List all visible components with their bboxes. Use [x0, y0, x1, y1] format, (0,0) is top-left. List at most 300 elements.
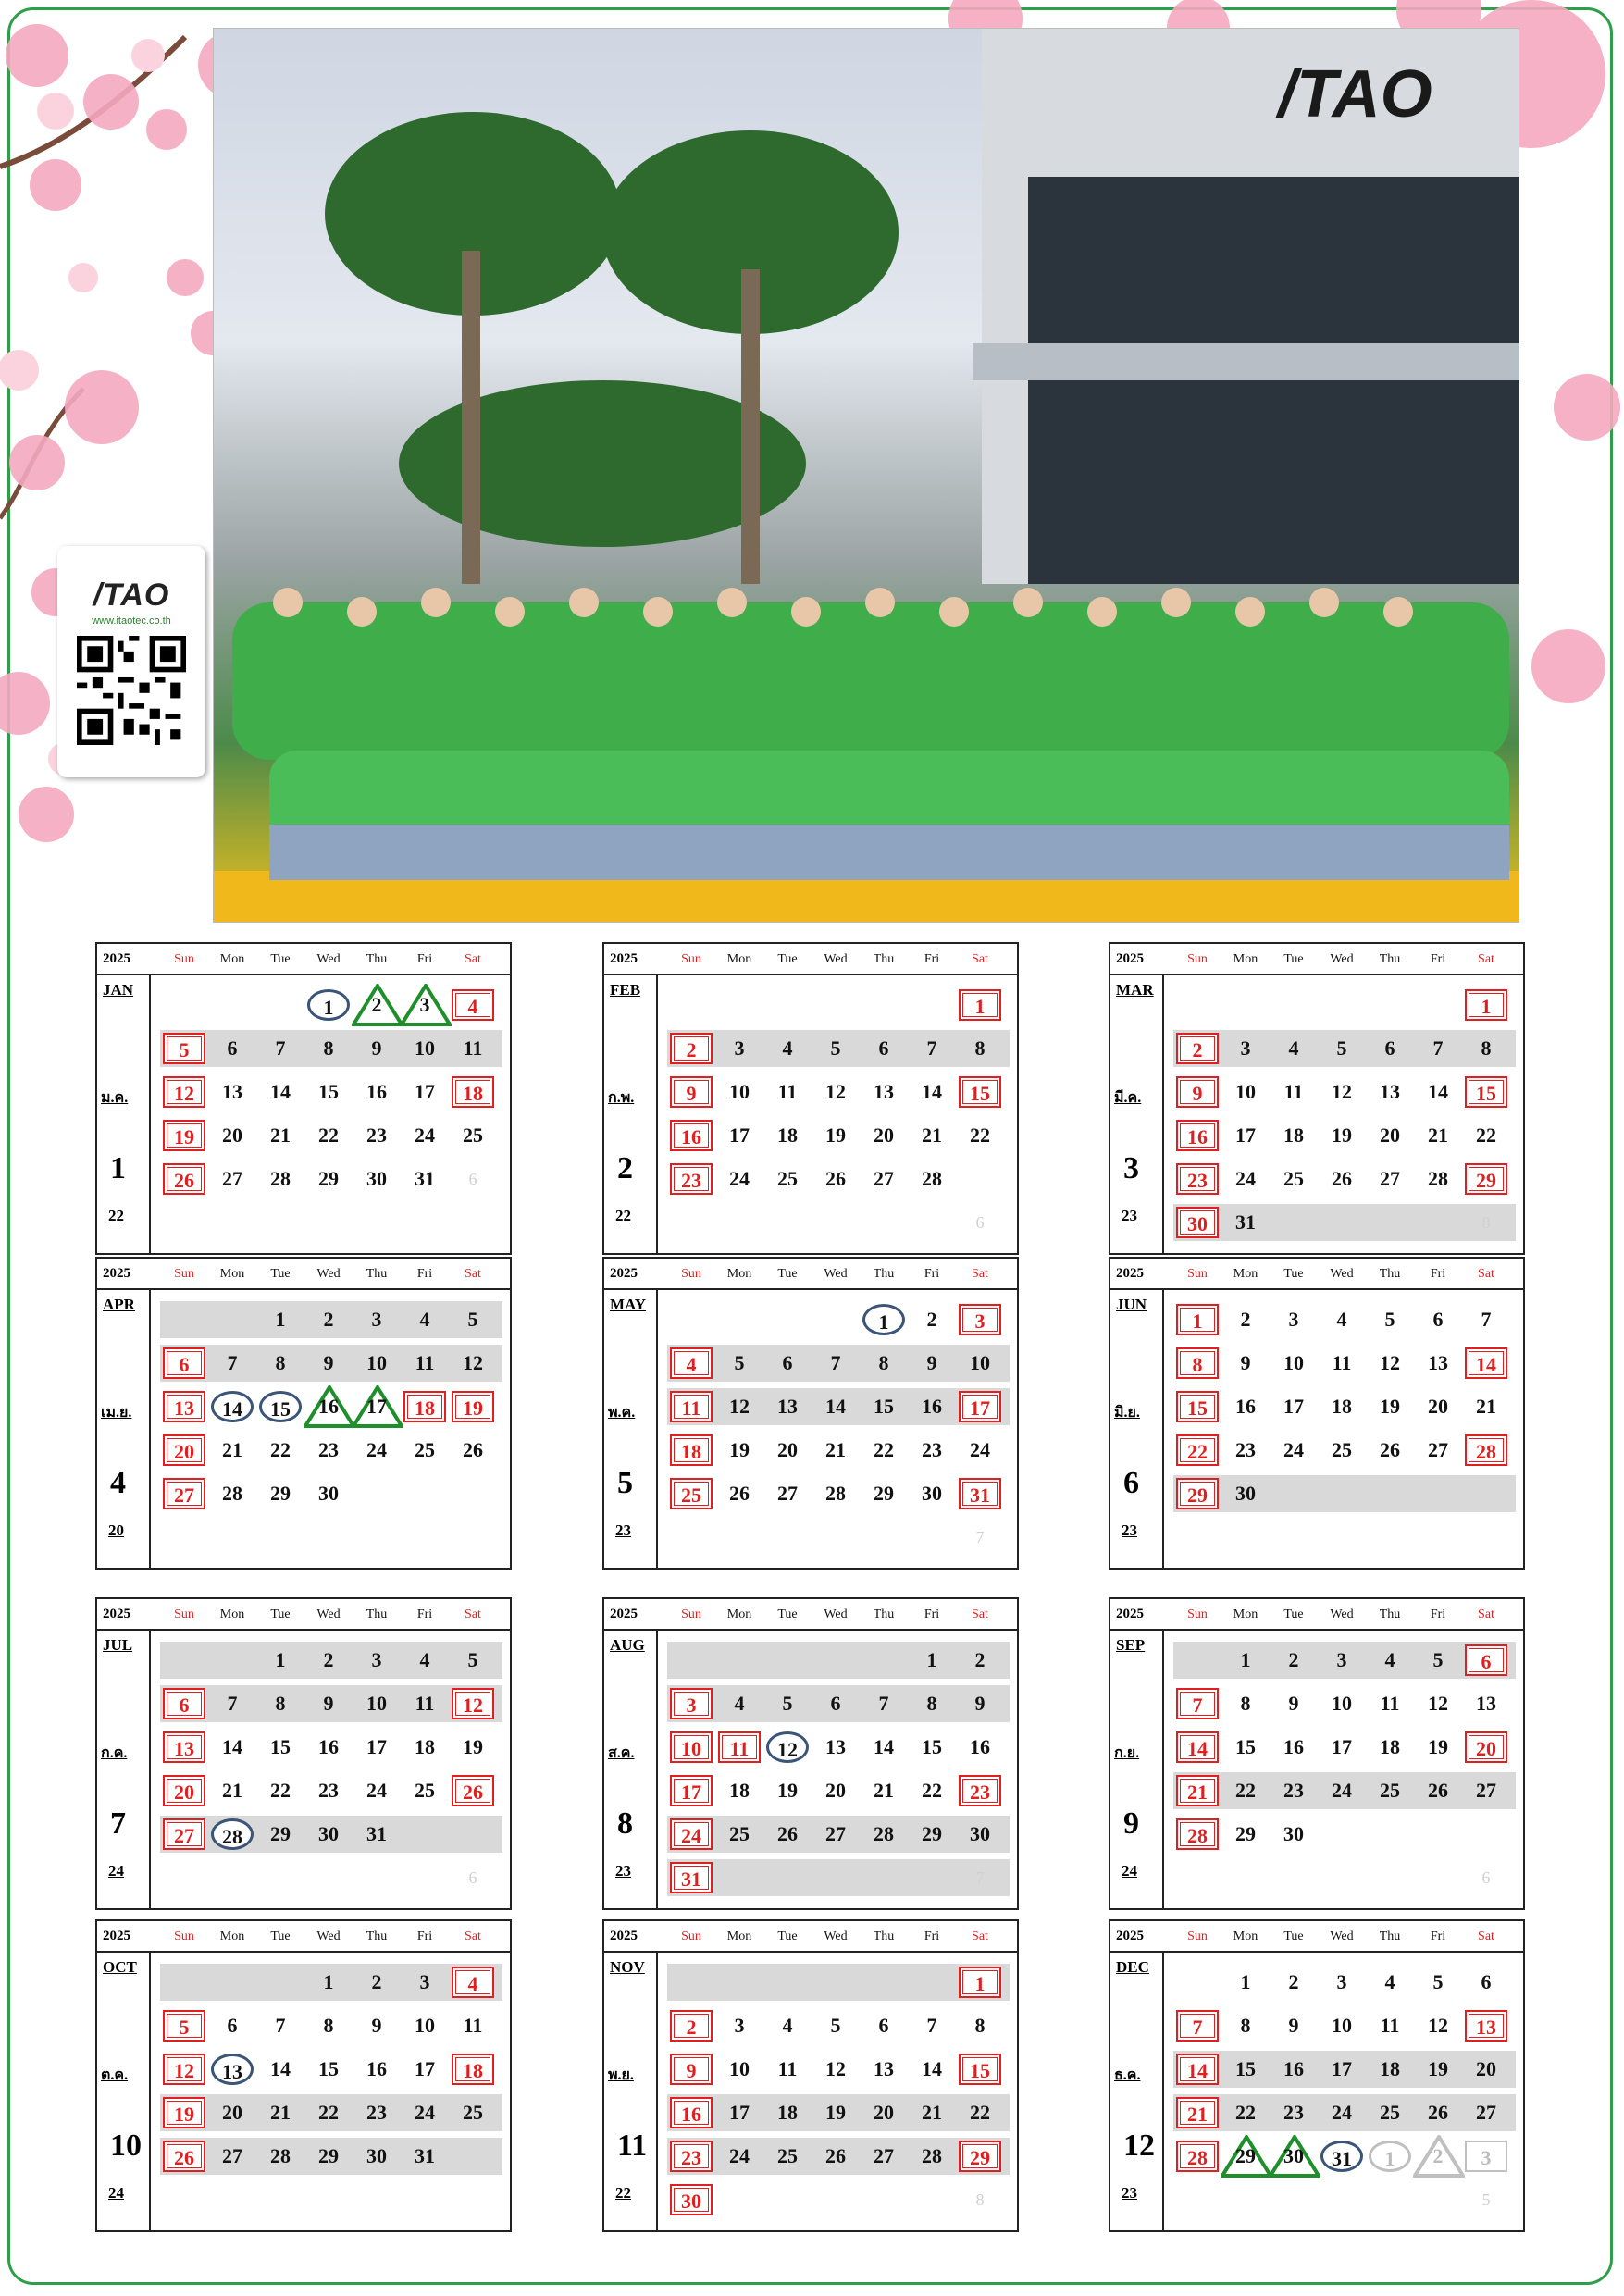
day-cell[interactable]: 20: [1465, 1731, 1507, 1763]
day-cell[interactable]: 27: [163, 1478, 205, 1509]
day-cell[interactable]: 24: [415, 1123, 435, 1147]
day-cell[interactable]: 13: [1476, 1692, 1496, 1715]
day-cell[interactable]: 12: [825, 1080, 846, 1103]
day-cell[interactable]: 16: [1176, 1120, 1219, 1151]
day-cell[interactable]: 23: [922, 1438, 942, 1461]
day-cell[interactable]: 19: [825, 1123, 846, 1147]
day-cell[interactable]: 30: [366, 2144, 387, 2167]
day-cell[interactable]: 1: [1240, 1648, 1251, 1671]
day-cell[interactable]: 3: [1240, 1036, 1251, 1060]
day-cell[interactable]: 3: [959, 1304, 1001, 1335]
day-cell[interactable]: 20: [163, 1434, 205, 1466]
day-cell[interactable]: 25: [1380, 2101, 1400, 2124]
day-cell[interactable]: 28: [270, 2144, 291, 2167]
day-cell[interactable]: 20: [825, 1779, 846, 1802]
day-cell[interactable]: 26: [1380, 1438, 1400, 1461]
day-cell[interactable]: 16: [318, 1735, 339, 1758]
day-cell[interactable]: 6: [1432, 1308, 1444, 1331]
day-cell[interactable]: 8: [1176, 1347, 1219, 1379]
day-cell[interactable]: 11: [1380, 1692, 1400, 1715]
day-cell[interactable]: 18: [729, 1779, 750, 1802]
day-cell[interactable]: 12: [163, 1076, 205, 1108]
day-cell[interactable]: 7: [227, 1692, 238, 1715]
day-cell[interactable]: 17: [1332, 1735, 1352, 1758]
day-cell[interactable]: 16: [366, 1080, 387, 1103]
day-cell[interactable]: 17: [415, 2057, 435, 2080]
day-cell[interactable]: 14: [270, 2057, 291, 2080]
day-cell[interactable]: 22: [318, 2101, 339, 2124]
day-cell[interactable]: 5: [1432, 1648, 1444, 1671]
day-cell[interactable]: 9: [323, 1692, 334, 1715]
day-cell[interactable]: 26: [452, 1775, 494, 1806]
day-cell[interactable]: 4: [419, 1648, 430, 1671]
day-cell[interactable]: 16: [307, 1391, 350, 1422]
day-cell[interactable]: 27: [222, 2144, 242, 2167]
day-cell[interactable]: 21: [922, 1123, 942, 1147]
day-cell[interactable]: 19: [1332, 1123, 1352, 1147]
day-cell[interactable]: 1: [323, 1970, 334, 1993]
day-cell[interactable]: 23: [366, 1123, 387, 1147]
day-cell[interactable]: 1: [275, 1308, 286, 1331]
day-cell[interactable]: 1: [959, 1967, 1001, 1998]
day-cell[interactable]: 7: [926, 1036, 937, 1060]
day-cell[interactable]: 24: [1332, 2101, 1352, 2124]
day-cell[interactable]: 12: [1332, 1080, 1352, 1103]
day-cell[interactable]: 18: [1380, 1735, 1400, 1758]
day-cell[interactable]: 11: [718, 1731, 761, 1763]
day-cell[interactable]: 8: [974, 2014, 986, 2037]
day-cell[interactable]: 11: [463, 1036, 483, 1060]
day-cell[interactable]: 28: [922, 1167, 942, 1190]
day-cell[interactable]: 28: [211, 1818, 254, 1850]
day-cell[interactable]: 16: [970, 1735, 990, 1758]
day-cell[interactable]: 20: [1476, 2057, 1496, 2080]
day-cell[interactable]: 5: [1432, 1970, 1444, 1993]
day-cell[interactable]: 21: [1176, 1775, 1219, 1806]
day-cell[interactable]: 21: [270, 1123, 291, 1147]
day-cell[interactable]: 22: [1476, 1123, 1496, 1147]
day-cell[interactable]: 17: [670, 1775, 713, 1806]
day-cell[interactable]: 10: [1332, 1692, 1352, 1715]
day-cell[interactable]: 9: [974, 1692, 986, 1715]
day-cell[interactable]: 18: [777, 2101, 798, 2124]
day-cell[interactable]: 14: [825, 1395, 846, 1418]
day-cell[interactable]: 6: [830, 1692, 841, 1715]
day-cell[interactable]: 5: [1384, 1308, 1395, 1331]
day-cell[interactable]: 29: [1235, 1822, 1256, 1845]
day-cell[interactable]: 26: [825, 2144, 846, 2167]
day-cell[interactable]: 18: [777, 1123, 798, 1147]
day-cell[interactable]: 13: [874, 2057, 894, 2080]
day-cell[interactable]: 17: [415, 1080, 435, 1103]
day-cell[interactable]: 3: [734, 1036, 745, 1060]
day-cell[interactable]: 26: [777, 1822, 798, 1845]
day-cell[interactable]: 23: [670, 1163, 713, 1195]
day-cell[interactable]: 1: [307, 989, 350, 1021]
day-cell[interactable]: 9: [323, 1351, 334, 1374]
day-cell[interactable]: 2: [323, 1648, 334, 1671]
day-cell[interactable]: 30: [1176, 1207, 1219, 1238]
day-cell[interactable]: 9: [670, 2054, 713, 2085]
day-cell[interactable]: 1: [275, 1648, 286, 1671]
day-cell[interactable]: 27: [1428, 1438, 1448, 1461]
day-cell[interactable]: 18: [1332, 1395, 1352, 1418]
day-cell[interactable]: 26: [1428, 2101, 1448, 2124]
day-cell[interactable]: 13: [825, 1735, 846, 1758]
day-cell[interactable]: 26: [1332, 1167, 1352, 1190]
qr-code-icon[interactable]: [77, 636, 186, 745]
company-url[interactable]: www.itaotec.co.th: [92, 615, 171, 627]
day-cell[interactable]: 5: [830, 1036, 841, 1060]
day-cell[interactable]: 8: [1481, 1036, 1492, 1060]
day-cell[interactable]: 2: [1240, 1308, 1251, 1331]
day-cell[interactable]: 9: [1240, 1351, 1251, 1374]
day-cell[interactable]: 17: [959, 1391, 1001, 1422]
day-cell[interactable]: 4: [452, 989, 494, 1021]
day-cell[interactable]: 5: [467, 1308, 478, 1331]
day-cell[interactable]: 6: [227, 1036, 238, 1060]
day-cell[interactable]: 5: [734, 1351, 745, 1374]
day-cell[interactable]: 21: [1176, 2097, 1219, 2128]
day-cell[interactable]: 17: [1235, 1123, 1256, 1147]
day-cell[interactable]: 19: [729, 1438, 750, 1461]
day-cell[interactable]: 15: [1176, 1391, 1219, 1422]
day-cell[interactable]: 27: [222, 1167, 242, 1190]
day-cell[interactable]: 29: [318, 2144, 339, 2167]
day-cell[interactable]: 8: [275, 1692, 286, 1715]
day-cell[interactable]: 6: [1384, 1036, 1395, 1060]
day-cell[interactable]: 27: [777, 1482, 798, 1505]
day-cell[interactable]: 13: [1428, 1351, 1448, 1374]
day-cell[interactable]: 16: [1235, 1395, 1256, 1418]
day-cell[interactable]: 2: [323, 1308, 334, 1331]
day-cell[interactable]: 24: [970, 1438, 990, 1461]
day-cell[interactable]: 21: [1428, 1123, 1448, 1147]
day-cell[interactable]: 8: [1240, 1692, 1251, 1715]
day-cell[interactable]: 20: [222, 1123, 242, 1147]
day-cell[interactable]: 31: [670, 1862, 713, 1893]
day-cell[interactable]: 23: [318, 1438, 339, 1461]
day-cell[interactable]: 1: [926, 1648, 937, 1671]
day-cell[interactable]: 29: [270, 1482, 291, 1505]
day-cell[interactable]: 16: [670, 2097, 713, 2128]
day-cell[interactable]: 8: [323, 1036, 334, 1060]
day-cell[interactable]: 5: [1336, 1036, 1347, 1060]
day-cell[interactable]: 7: [830, 1351, 841, 1374]
day-cell[interactable]: 8: [323, 2014, 334, 2037]
day-cell[interactable]: 2: [1176, 1033, 1219, 1064]
day-cell[interactable]: 22: [270, 1438, 291, 1461]
day-cell[interactable]: 16: [922, 1395, 942, 1418]
day-cell[interactable]: 27: [1476, 1779, 1496, 1802]
day-cell[interactable]: 30: [318, 1482, 339, 1505]
day-cell[interactable]: 29: [1224, 2141, 1267, 2172]
day-cell[interactable]: 21: [922, 2101, 942, 2124]
day-cell[interactable]: 13: [1380, 1080, 1400, 1103]
day-cell[interactable]: 31: [366, 1822, 387, 1845]
day-cell[interactable]: 2: [371, 1970, 382, 1993]
day-cell[interactable]: 25: [1332, 1438, 1352, 1461]
day-cell[interactable]: 19: [825, 2101, 846, 2124]
day-cell[interactable]: 29: [922, 1822, 942, 1845]
day-cell[interactable]: 20: [1428, 1395, 1448, 1418]
day-cell[interactable]: 31: [415, 2144, 435, 2167]
day-cell[interactable]: 21: [270, 2101, 291, 2124]
day-cell[interactable]: 3: [419, 1970, 430, 1993]
day-cell[interactable]: 14: [1428, 1080, 1448, 1103]
day-cell[interactable]: 5: [163, 2010, 205, 2042]
day-cell[interactable]: 13: [163, 1391, 205, 1422]
day-cell[interactable]: 24: [729, 1167, 750, 1190]
day-cell[interactable]: 24: [1332, 1779, 1352, 1802]
day-cell[interactable]: 8: [974, 1036, 986, 1060]
day-cell[interactable]: 11: [415, 1692, 435, 1715]
day-cell[interactable]: 23: [366, 2101, 387, 2124]
day-cell[interactable]: 30: [366, 1167, 387, 1190]
day-cell[interactable]: 10: [729, 2057, 750, 2080]
day-cell[interactable]: 10: [1332, 2014, 1352, 2037]
day-cell[interactable]: 20: [1380, 1123, 1400, 1147]
day-cell[interactable]: 4: [782, 2014, 793, 2037]
day-cell[interactable]: 22: [1176, 1434, 1219, 1466]
day-cell[interactable]: 3: [371, 1648, 382, 1671]
day-cell[interactable]: 6: [782, 1351, 793, 1374]
day-cell[interactable]: 27: [163, 1818, 205, 1850]
day-cell[interactable]: 21: [1476, 1395, 1496, 1418]
day-cell[interactable]: 30: [970, 1822, 990, 1845]
day-cell[interactable]: 29: [959, 2141, 1001, 2172]
day-cell[interactable]: 27: [825, 1822, 846, 1845]
day-cell[interactable]: 10: [1235, 1080, 1256, 1103]
day-cell[interactable]: 14: [270, 1080, 291, 1103]
day-cell[interactable]: 28: [1428, 1167, 1448, 1190]
day-cell[interactable]: 3: [371, 1308, 382, 1331]
day-cell[interactable]: 21: [825, 1438, 846, 1461]
day-cell[interactable]: 29: [1465, 1163, 1507, 1195]
day-cell[interactable]: 12: [1380, 1351, 1400, 1374]
day-cell[interactable]: 26: [825, 1167, 846, 1190]
day-cell[interactable]: 19: [163, 1120, 205, 1151]
day-cell[interactable]: 18: [1380, 2057, 1400, 2080]
day-cell[interactable]: 9: [371, 2014, 382, 2037]
day-cell[interactable]: 30: [1235, 1482, 1256, 1505]
day-cell[interactable]: 5: [467, 1648, 478, 1671]
day-cell[interactable]: 15: [1235, 1735, 1256, 1758]
day-cell[interactable]: 14: [1176, 1731, 1219, 1763]
day-cell[interactable]: 1: [1465, 989, 1507, 1021]
day-cell[interactable]: 3: [403, 989, 446, 1021]
day-cell[interactable]: 6: [878, 2014, 889, 2037]
day-cell[interactable]: 23: [1176, 1163, 1219, 1195]
day-cell[interactable]: 19: [1380, 1395, 1400, 1418]
day-cell[interactable]: 11: [670, 1391, 713, 1422]
day-cell[interactable]: 14: [922, 2057, 942, 2080]
day-cell[interactable]: 18: [403, 1391, 446, 1422]
day-cell[interactable]: 23: [1283, 2101, 1304, 2124]
day-cell[interactable]: 15: [874, 1395, 894, 1418]
day-cell[interactable]: 1: [1176, 1304, 1219, 1335]
day-cell[interactable]: 27: [874, 1167, 894, 1190]
day-cell[interactable]: 18: [1283, 1123, 1304, 1147]
day-cell[interactable]: 29: [874, 1482, 894, 1505]
day-cell[interactable]: 4: [419, 1308, 430, 1331]
day-cell[interactable]: 30: [922, 1482, 942, 1505]
day-cell[interactable]: 20: [874, 1123, 894, 1147]
day-cell[interactable]: 6: [163, 1688, 205, 1719]
day-cell[interactable]: 10: [415, 2014, 435, 2037]
day-cell[interactable]: 22: [922, 1779, 942, 1802]
day-cell[interactable]: 17: [355, 1391, 398, 1422]
day-cell[interactable]: 9: [670, 1076, 713, 1108]
day-cell[interactable]: 18: [452, 1076, 494, 1108]
day-cell[interactable]: 17: [1332, 2057, 1352, 2080]
day-cell[interactable]: 28: [1176, 1818, 1219, 1850]
day-cell[interactable]: 24: [1283, 1438, 1304, 1461]
day-cell[interactable]: 7: [1432, 1036, 1444, 1060]
day-cell[interactable]: 30: [670, 2184, 713, 2215]
day-cell[interactable]: 13: [163, 1731, 205, 1763]
day-cell[interactable]: 25: [463, 2101, 483, 2124]
day-cell[interactable]: 8: [1240, 2014, 1251, 2037]
day-cell[interactable]: 11: [1332, 1351, 1352, 1374]
day-cell[interactable]: 20: [163, 1775, 205, 1806]
day-cell[interactable]: 9: [1288, 1692, 1299, 1715]
day-cell[interactable]: 8: [926, 1692, 937, 1715]
day-cell[interactable]: 22: [1235, 2101, 1256, 2124]
day-cell[interactable]: 2: [1288, 1648, 1299, 1671]
day-cell[interactable]: 5: [163, 1033, 205, 1064]
day-cell[interactable]: 24: [729, 2144, 750, 2167]
day-cell[interactable]: 28: [874, 1822, 894, 1845]
day-cell[interactable]: 11: [777, 1080, 798, 1103]
day-cell[interactable]: 16: [670, 1120, 713, 1151]
day-cell[interactable]: 1: [862, 1304, 905, 1335]
day-cell[interactable]: 7: [227, 1351, 238, 1374]
day-cell[interactable]: 26: [1428, 1779, 1448, 1802]
day-cell[interactable]: 8: [275, 1351, 286, 1374]
day-cell[interactable]: 7: [275, 1036, 286, 1060]
day-cell[interactable]: 23: [959, 1775, 1001, 1806]
day-cell[interactable]: 27: [1380, 1167, 1400, 1190]
day-cell[interactable]: 30: [318, 1822, 339, 1845]
day-cell[interactable]: 28: [270, 1167, 291, 1190]
day-cell[interactable]: 22: [970, 2101, 990, 2124]
day-cell[interactable]: 19: [463, 1735, 483, 1758]
day-cell[interactable]: 7: [1176, 2010, 1219, 2042]
day-cell[interactable]: 23: [670, 2141, 713, 2172]
day-cell[interactable]: 25: [729, 1822, 750, 1845]
day-cell[interactable]: 10: [366, 1692, 387, 1715]
day-cell[interactable]: 11: [777, 2057, 798, 2080]
day-cell[interactable]: 30: [1283, 1822, 1304, 1845]
day-cell[interactable]: 13: [777, 1395, 798, 1418]
day-cell[interactable]: 4: [734, 1692, 745, 1715]
day-cell[interactable]: 11: [1283, 1080, 1304, 1103]
day-cell[interactable]: 24: [366, 1438, 387, 1461]
day-cell[interactable]: 12: [463, 1351, 483, 1374]
day-cell[interactable]: 12: [452, 1688, 494, 1719]
day-cell[interactable]: 31: [415, 1167, 435, 1190]
day-cell[interactable]: 9: [1288, 2014, 1299, 2037]
day-cell[interactable]: 3: [670, 1688, 713, 1719]
day-cell[interactable]: 24: [366, 1779, 387, 1802]
day-cell[interactable]: 31: [1235, 1210, 1256, 1234]
day-cell[interactable]: 21: [222, 1779, 242, 1802]
day-cell[interactable]: 17: [366, 1735, 387, 1758]
day-cell[interactable]: 24: [670, 1818, 713, 1850]
day-cell[interactable]: 15: [1465, 1076, 1507, 1108]
day-cell[interactable]: 12: [729, 1395, 750, 1418]
day-cell[interactable]: 1: [959, 989, 1001, 1021]
day-cell[interactable]: 16: [1283, 1735, 1304, 1758]
day-cell[interactable]: 5: [830, 2014, 841, 2037]
day-cell[interactable]: 4: [1288, 1036, 1299, 1060]
day-cell[interactable]: 30: [1272, 2141, 1315, 2172]
day-cell[interactable]: 16: [366, 2057, 387, 2080]
day-cell[interactable]: 23: [318, 1779, 339, 1802]
day-cell[interactable]: 15: [1235, 2057, 1256, 2080]
day-cell[interactable]: 22: [270, 1779, 291, 1802]
day-cell[interactable]: 21: [222, 1438, 242, 1461]
day-cell[interactable]: 2: [926, 1308, 937, 1331]
day-cell[interactable]: 25: [415, 1779, 435, 1802]
day-cell[interactable]: 6: [227, 2014, 238, 2037]
day-cell[interactable]: 6: [878, 1036, 889, 1060]
day-cell[interactable]: 29: [318, 1167, 339, 1190]
day-cell[interactable]: 4: [1384, 1970, 1395, 1993]
day-cell[interactable]: 10: [970, 1351, 990, 1374]
day-cell[interactable]: 28: [1465, 1434, 1507, 1466]
day-cell[interactable]: 10: [670, 1731, 713, 1763]
day-cell[interactable]: 29: [1176, 1478, 1219, 1509]
day-cell[interactable]: 28: [222, 1482, 242, 1505]
day-cell[interactable]: 3: [1336, 1648, 1347, 1671]
day-cell[interactable]: 20: [874, 2101, 894, 2124]
day-cell[interactable]: 23: [1235, 1438, 1256, 1461]
day-cell[interactable]: 6: [1481, 1970, 1492, 1993]
day-cell[interactable]: 27: [1476, 2101, 1496, 2124]
day-cell[interactable]: 11: [415, 1351, 435, 1374]
day-cell[interactable]: 21: [874, 1779, 894, 1802]
day-cell[interactable]: 20: [777, 1438, 798, 1461]
day-cell[interactable]: 26: [163, 2141, 205, 2172]
day-cell[interactable]: 20: [222, 2101, 242, 2124]
day-cell[interactable]: 16: [1283, 2057, 1304, 2080]
day-cell[interactable]: 7: [1176, 1688, 1219, 1719]
day-cell[interactable]: 10: [366, 1351, 387, 1374]
day-cell[interactable]: 29: [270, 1822, 291, 1845]
day-cell[interactable]: 28: [1176, 2141, 1219, 2172]
day-cell[interactable]: 9: [926, 1351, 937, 1374]
day-cell[interactable]: 25: [670, 1478, 713, 1509]
day-cell[interactable]: 2: [670, 1033, 713, 1064]
day-cell[interactable]: 15: [959, 2054, 1001, 2085]
day-cell[interactable]: 28: [922, 2144, 942, 2167]
day-cell[interactable]: 12: [163, 2054, 205, 2085]
day-cell[interactable]: 14: [211, 1391, 254, 1422]
day-cell[interactable]: 10: [729, 1080, 750, 1103]
day-cell[interactable]: 4: [1384, 1648, 1395, 1671]
day-cell[interactable]: 25: [777, 1167, 798, 1190]
day-cell[interactable]: 4: [1336, 1308, 1347, 1331]
day-cell[interactable]: 22: [874, 1438, 894, 1461]
day-cell[interactable]: 13: [874, 1080, 894, 1103]
day-cell[interactable]: 11: [463, 2014, 483, 2037]
day-cell[interactable]: 19: [1428, 1735, 1448, 1758]
day-cell[interactable]: 17: [729, 1123, 750, 1147]
day-cell[interactable]: 10: [1283, 1351, 1304, 1374]
day-cell[interactable]: 24: [415, 2101, 435, 2124]
